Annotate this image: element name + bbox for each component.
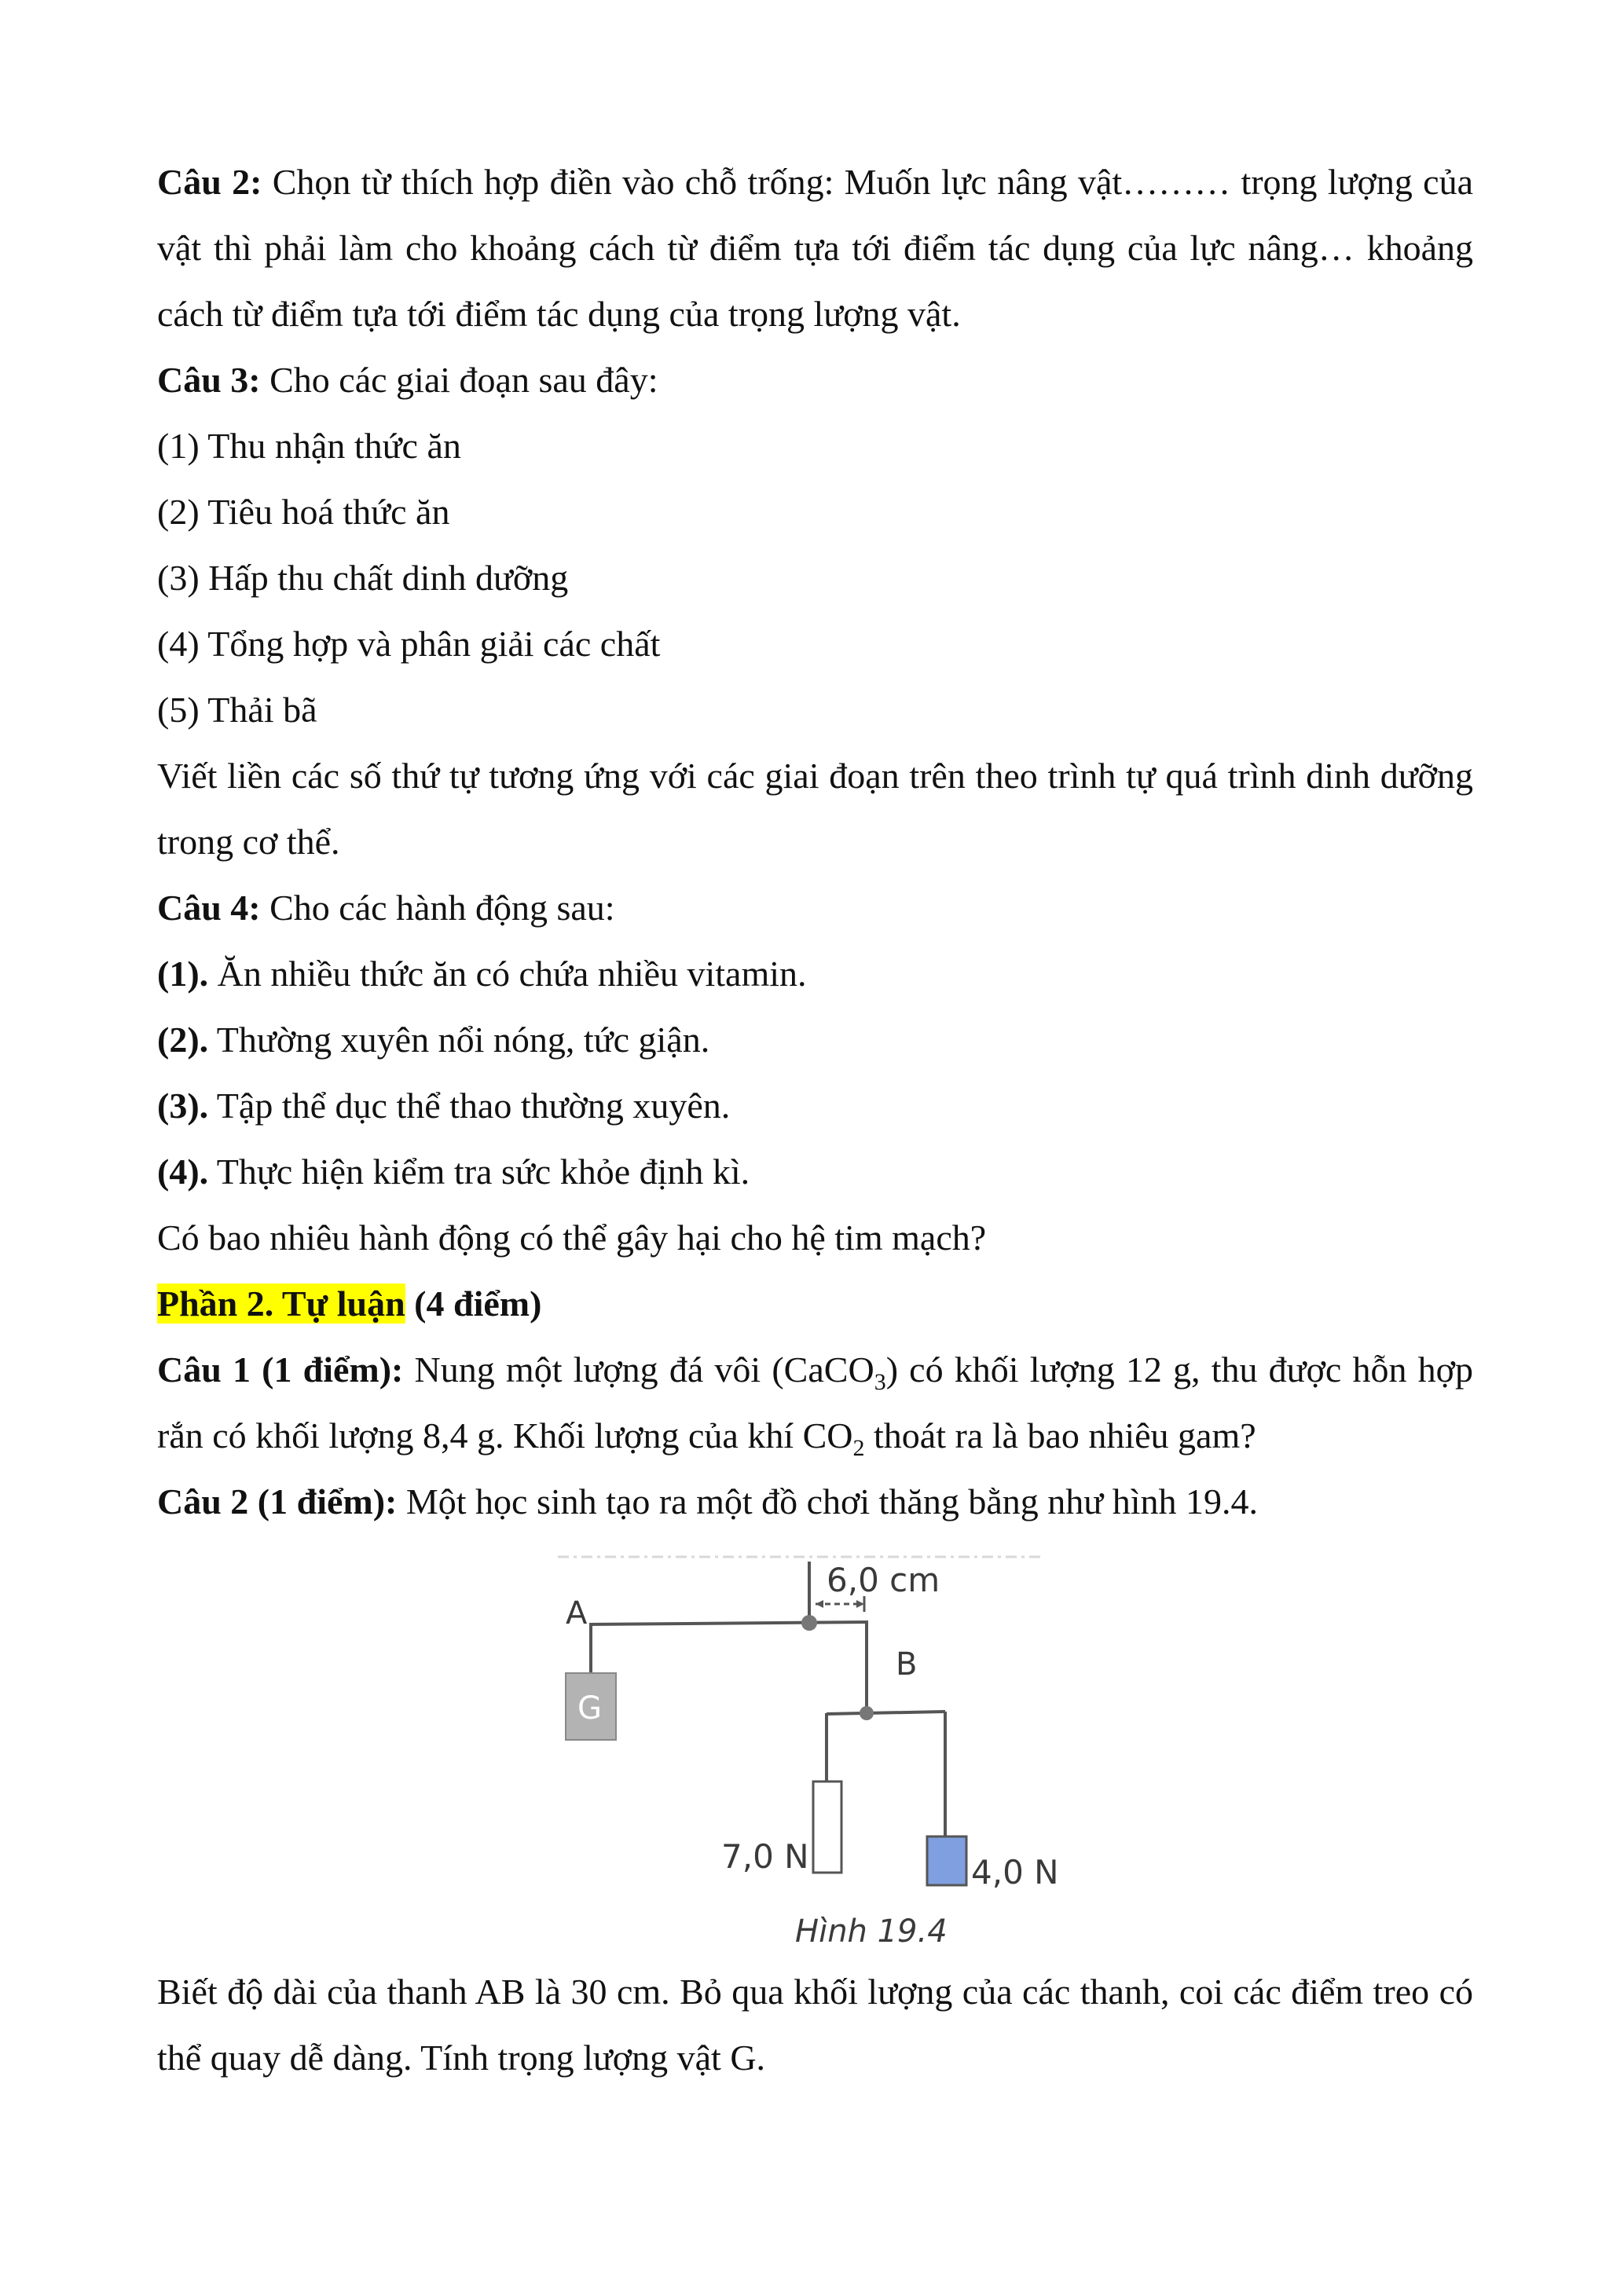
essay-question-2-label: Câu 2 (1 điểm): <box>157 1481 398 1522</box>
question-3-item: (1) Thu nhận thức ăn <box>157 426 461 466</box>
balance-toy-figure <box>157 1540 1473 1956</box>
formula-subscript: 3 <box>874 1369 886 1395</box>
question-2-label: Câu 2: <box>157 162 262 202</box>
essay-question-1 <box>157 1337 1473 1469</box>
question-4-item-number: (4). <box>157 1152 209 1192</box>
document-body <box>157 149 1473 2091</box>
question-4-item-number: (3). <box>157 1086 209 1126</box>
question-4-item-text: Thường xuyên nổi nóng, tức giận. <box>208 1020 710 1060</box>
question-4-label: Câu 4: <box>157 888 261 928</box>
essay-question-2-details: Biết độ dài của thanh AB là 30 cm. Bỏ qua khối lượng của các thanh, coi các điểm treo có thể quay dễ dàng. Tính trọng lượng vật G. <box>157 1972 1473 2078</box>
question-4-item <box>157 1139 1473 1205</box>
question-4-prompt: Có bao nhiêu hành động có thể gây hại cho hệ tim mạch? <box>157 1218 987 1258</box>
lower-pivot-point <box>860 1706 874 1720</box>
question-4-intro: Cho các hành động sau: <box>260 888 615 928</box>
question-4-item-text: Thực hiện kiểm tra sức khỏe định kì. <box>208 1152 750 1192</box>
top-pivot-point <box>801 1615 817 1631</box>
question-4-item <box>157 941 1473 1007</box>
essay-question-2-text: Một học sinh tạo ra một đồ chơi thăng bằng như hình 19.4. <box>397 1481 1258 1522</box>
question-4-item <box>157 1073 1473 1139</box>
rod-ab <box>589 1622 868 1624</box>
question-3 <box>157 347 1473 413</box>
question-4-item <box>157 1007 1473 1073</box>
figure-caption: Hình 19.4 <box>795 1913 948 1950</box>
essay-question-1-text-part: Nung một lượng đá vôi (CaCO <box>403 1349 874 1390</box>
formula-subscript: 2 <box>852 1435 865 1461</box>
question-3-prompt: Viết liền các số thứ tự tương ứng với các giai đoạn trên theo trình tự quá trình dinh dưỡng trong cơ thể. <box>157 756 1473 862</box>
question-2 <box>157 149 1473 347</box>
question-4-item-text: Ăn nhiều thức ăn có chứa nhiều vitamin. <box>208 954 807 994</box>
block-7n <box>813 1782 841 1873</box>
essay-question-2 <box>157 1469 1473 1535</box>
question-4-item-number: (2). <box>157 1020 209 1060</box>
label-b: B <box>896 1646 918 1683</box>
question-3-item: (5) Thải bã <box>157 690 317 730</box>
essay-question-1-text-part: thoát ra là bao nhiêu gam? <box>864 1415 1256 1456</box>
question-3-item: (2) Tiêu hoá thức ăn <box>157 492 450 532</box>
question-4 <box>157 875 1473 941</box>
weight-right-label: 4,0 N <box>971 1853 1059 1891</box>
essay-question-1-label: Câu 1 (1 điểm): <box>157 1349 404 1390</box>
label-g: G <box>577 1690 602 1727</box>
label-a: A <box>566 1595 588 1631</box>
block-4n <box>927 1836 966 1885</box>
question-3-item: (3) Hấp thu chất dinh dưỡng <box>157 558 569 598</box>
question-3-item: (4) Tổng hợp và phân giải các chất <box>157 624 661 664</box>
part-2-title: Phần 2. Tự luận <box>157 1283 405 1324</box>
question-4-item-number: (1). <box>157 954 209 994</box>
balance-toy-diagram <box>157 1540 1473 1956</box>
question-3-label: Câu 3: <box>157 360 261 400</box>
essay-question-1-text-part: ) có khối lượng 12 g, thu được hỗn hợp rắn có khối lượng 8,4 g. Khối lượng của khí CO <box>157 1349 1473 1456</box>
question-4-item-text: Tập thể dục thể thao thường xuyên. <box>208 1086 731 1126</box>
question-3-intro: Cho các giai đoạn sau đây: <box>260 360 658 400</box>
dimension-arrow-left <box>816 1600 823 1608</box>
part-2-points: (4 điểm) <box>405 1283 542 1324</box>
lower-rod <box>827 1712 945 1714</box>
weight-left-label: 7,0 N <box>721 1837 809 1876</box>
distance-label: 6,0 cm <box>827 1561 940 1599</box>
part-2-heading <box>157 1271 1473 1337</box>
question-2-text: Chọn từ thích hợp điền vào chỗ trống: Muốn lực nâng vật……… trọng lượng của vật thì phải làm cho khoảng cách từ điểm tựa tới điểm tác dụng của lực nâng… khoảng cách từ điểm tựa tới điểm tác dụng của trọng lượng vật. <box>157 162 1473 334</box>
